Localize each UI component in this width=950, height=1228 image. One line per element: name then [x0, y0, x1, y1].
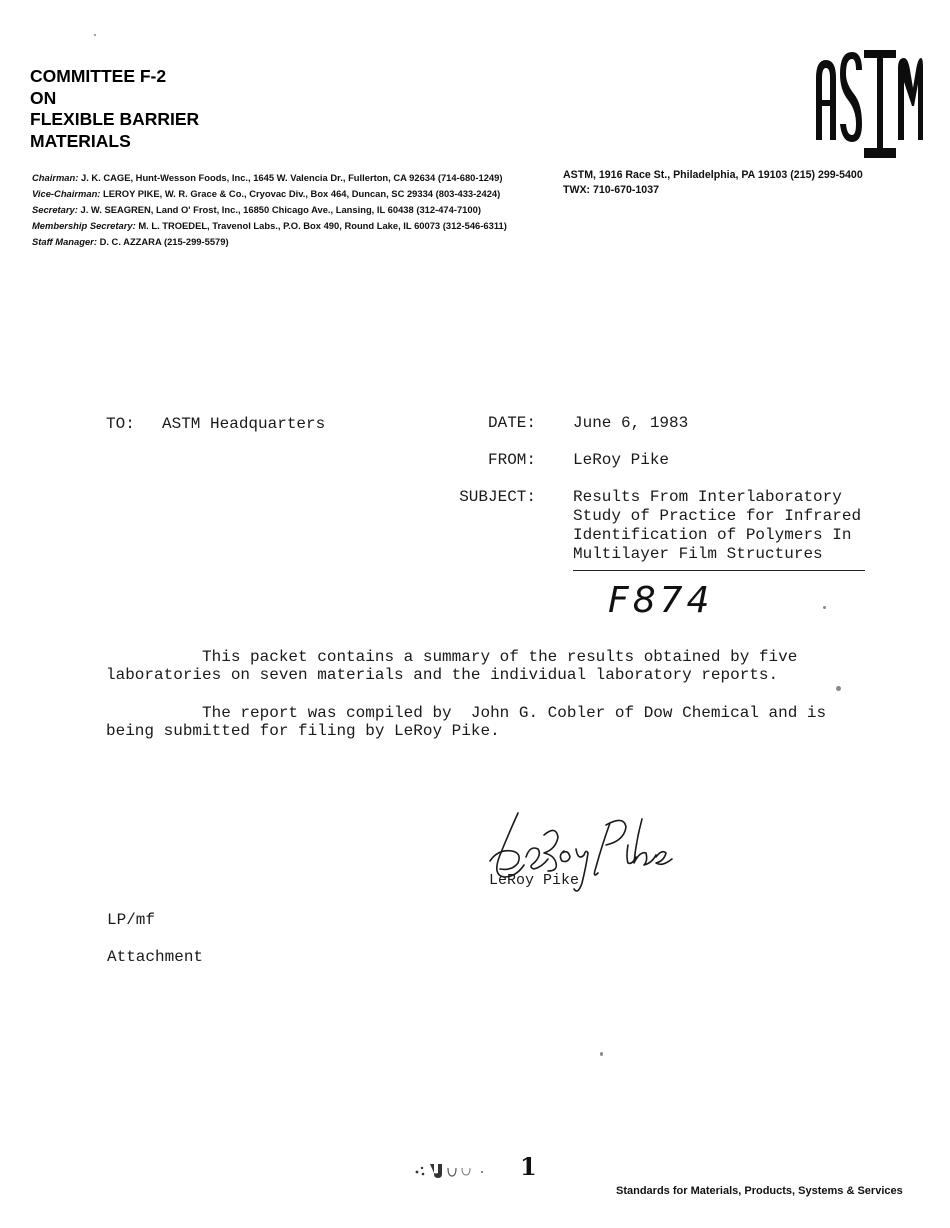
stamp-marks-icon: [414, 1158, 498, 1180]
committee-line: FLEXIBLE BARRIER: [30, 109, 200, 129]
paragraph-1: [106, 648, 797, 684]
committee-title: [30, 66, 199, 152]
subject-underline: [573, 570, 865, 571]
footer-tagline: Standards for Materials, Products, Systems & Services: [616, 1185, 903, 1197]
officer-role: Staff Manager:: [32, 235, 97, 247]
typed-signature: LeRoy Pike: [489, 872, 580, 889]
page-number: 1: [520, 1152, 537, 1181]
from-label: FROM:: [487, 451, 536, 469]
officer-role: Secretary:: [32, 203, 78, 215]
officer-membership-secretary: [32, 218, 562, 234]
officer-details: J. K. CAGE, Hunt-Wesson Foods, Inc., 1645 W. Valencia Dr., Fullerton, CA 92634 (714-680-1249): [80, 172, 503, 183]
committee-line: COMMITTEE F-2: [30, 66, 167, 86]
subject-line: Multilayer Film Structures: [573, 545, 823, 563]
typist-initials: LP/mf: [107, 911, 156, 929]
committee-line: ON: [30, 87, 57, 108]
officer-role: Chairman:: [32, 172, 79, 183]
officer-chairman: [32, 170, 562, 186]
scan-speck: [600, 1052, 603, 1056]
officer-secretary: [32, 202, 562, 218]
address-line: ASTM, 1916 Race St., Philadelphia, PA 19103 (215) 299-5400: [563, 169, 863, 181]
subject-value: [573, 488, 861, 564]
scan-speck: [94, 34, 96, 36]
paragraph-line: being submitted for filing by LeRoy Pike.: [106, 722, 500, 740]
officers-list: [32, 170, 562, 250]
date-label: DATE:: [487, 414, 536, 432]
astm-logo-icon: [812, 44, 924, 162]
paragraph-2: [106, 704, 826, 740]
officer-role: Membership Secretary:: [32, 219, 136, 231]
from-value: LeRoy Pike: [573, 451, 670, 469]
officer-details: M. L. TROEDEL, Travenol Labs., P.O. Box 490, Round Lake, IL 60073 (312-546-6311): [138, 219, 507, 231]
to-value: ASTM Headquarters: [162, 415, 326, 433]
officer-details: LEROY PIKE, W. R. Grace & Co., Cryovac Div., Box 464, Duncan, SC 29334 (803-433-2424): [103, 187, 501, 199]
officer-staff-manager: [32, 234, 562, 250]
astm-address: [563, 168, 863, 197]
paragraph-line: laboratories on seven materials and the individual laboratory reports.: [106, 666, 779, 684]
officer-role: Vice-Chairman:: [32, 187, 101, 199]
attachment-label: Attachment: [107, 948, 204, 966]
officer-details: D. C. AZZARA (215-299-5579): [99, 235, 229, 247]
subject-line: Identification of Polymers In: [573, 526, 852, 544]
officer-details: J. W. SEAGREN, Land O' Frost, Inc., 16850 Chicago Ave., Lansing, IL 60438 (312-474-7100): [80, 203, 481, 215]
committee-line: MATERIALS: [30, 130, 131, 151]
scan-speck: [823, 606, 826, 609]
handwritten-code: F874: [608, 580, 714, 621]
paragraph-line: The report was compiled by John G. Cobler of Dow Chemical and is: [106, 704, 827, 722]
scan-speck: [836, 686, 841, 691]
subject-line: Study of Practice for Infrared: [573, 507, 862, 525]
paragraph-line: This packet contains a summary of the results obtained by five: [106, 648, 798, 666]
officer-vice-chairman: [32, 186, 562, 202]
twx-line: TWX: 710-670-1037: [563, 183, 659, 196]
to-label: TO:: [106, 415, 135, 433]
subject-line: Results From Interlaboratory: [573, 488, 842, 506]
date-value: June 6, 1983: [573, 414, 689, 432]
subject-label: SUBJECT:: [459, 488, 536, 506]
